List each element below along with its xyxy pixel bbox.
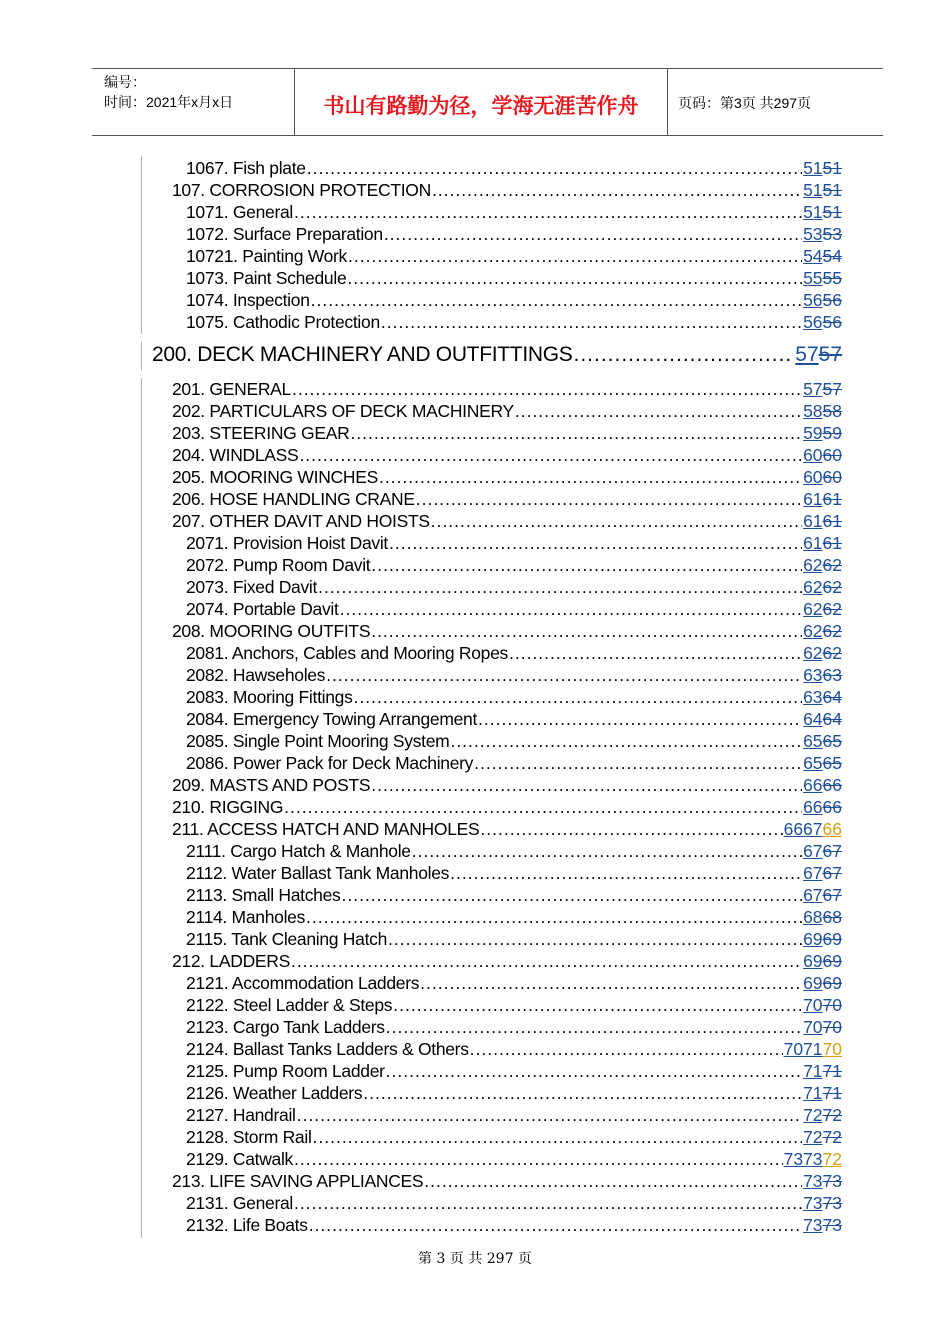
toc-page-number[interactable] <box>803 642 842 664</box>
page-number-deleted: 62 <box>822 643 842 663</box>
toc-dot-leader <box>412 840 802 862</box>
toc-dot-leader <box>341 884 802 906</box>
toc-page-number[interactable] <box>803 576 842 598</box>
page-number-deleted: 60 <box>822 467 842 487</box>
toc-entry-title: 2074. Portable Davit <box>186 599 339 619</box>
page-number-updated[interactable]: 62 <box>803 555 823 575</box>
page-number-updated[interactable]: 67 <box>803 863 823 883</box>
toc-entry-title: 2123. Cargo Tank Ladders <box>186 1017 385 1037</box>
toc-entry[interactable] <box>186 928 842 950</box>
toc-page-number[interactable] <box>803 532 842 554</box>
toc-dot-leader <box>420 972 802 994</box>
toc-entry-title: 1067. Fish plate <box>186 158 306 178</box>
toc-dot-leader <box>371 620 802 642</box>
toc-page-number[interactable] <box>803 730 842 752</box>
page-number-deleted: 61 <box>822 533 842 553</box>
toc-entry-title: 211. ACCESS HATCH AND MANHOLES <box>172 819 480 839</box>
page-number-deleted: 69 <box>822 951 842 971</box>
toc-entry[interactable] <box>186 906 842 928</box>
toc-entry-title: 205. MOORING WINCHES <box>172 467 378 487</box>
toc-entry[interactable] <box>186 752 842 774</box>
toc-dot-leader <box>386 1016 802 1038</box>
page-number-deleted: 57 <box>822 379 842 399</box>
page-number-deleted: 71 <box>822 1083 842 1103</box>
toc-page-number[interactable] <box>803 422 842 444</box>
page-number-updated[interactable]: 51 <box>803 158 823 178</box>
toc-page-number[interactable] <box>784 1038 842 1060</box>
page-number-updated[interactable]: 67 <box>803 841 823 861</box>
toc-entry-title: 2124. Ballast Tanks Ladders & Others <box>186 1039 469 1059</box>
toc-dot-leader <box>388 928 802 950</box>
document-code-label: 编号： <box>104 74 146 90</box>
toc-dot-leader <box>393 994 802 1016</box>
page-number-updated[interactable]: 57 <box>795 343 819 366</box>
toc-entry-title: 2122. Steel Ladder & Steps <box>186 995 393 1015</box>
page-number-updated[interactable]: 62 <box>803 599 823 619</box>
page-number-deleted: 65 <box>822 731 842 751</box>
toc-page-number[interactable] <box>803 1214 842 1236</box>
page-number-updated[interactable]: 71 <box>803 1083 823 1103</box>
header-page-label: 页码：第3页 共297页 <box>678 95 812 111</box>
toc-entry[interactable] <box>172 510 842 532</box>
page-number-deleted: 54 <box>822 246 842 266</box>
toc-dot-leader <box>470 1038 783 1060</box>
page-number-updated[interactable]: 72 <box>803 1105 823 1125</box>
page-number-updated[interactable]: 73 <box>803 1193 823 1213</box>
toc-page-number[interactable] <box>803 157 842 179</box>
page-number-updated[interactable]: 70 <box>803 995 823 1015</box>
toc-page-number[interactable] <box>784 818 842 840</box>
toc-entry[interactable] <box>172 774 842 796</box>
toc-entry[interactable] <box>172 1170 842 1192</box>
page-number-updated[interactable]: 66 <box>803 797 823 817</box>
page-number-deleted: 70 <box>822 1017 842 1037</box>
toc-entry[interactable] <box>186 267 842 289</box>
toc-dot-leader <box>431 510 802 532</box>
toc-entry[interactable] <box>172 422 842 444</box>
page-number-deleted: 71 <box>822 1061 842 1081</box>
toc-dot-leader <box>326 664 802 686</box>
page-number-deleted: 66 <box>822 797 842 817</box>
toc-entry[interactable] <box>172 818 842 840</box>
toc-entry[interactable] <box>172 950 842 972</box>
toc-entry[interactable] <box>186 972 842 994</box>
toc-entry-title: 2086. Power Pack for Deck Machinery <box>186 753 474 773</box>
toc-dot-leader <box>354 686 803 708</box>
page-number-deleted: 72 <box>822 1127 842 1147</box>
toc-page-number[interactable] <box>803 686 842 708</box>
toc-entry[interactable] <box>186 1148 842 1170</box>
header-motto: 书山有路勤为径，学海无涯苦作舟 <box>323 94 639 118</box>
page-number-updated[interactable]: 7373 <box>783 1149 823 1169</box>
page-number-deleted: 62 <box>822 555 842 575</box>
page-number-updated[interactable]: 51 <box>803 180 823 200</box>
toc-page-number[interactable] <box>803 223 842 245</box>
toc-entry[interactable] <box>172 488 842 510</box>
page-number-updated[interactable]: 59 <box>803 423 823 443</box>
toc-dot-leader <box>384 223 802 245</box>
toc-dot-leader <box>386 1060 802 1082</box>
page-number-updated[interactable]: 6667 <box>783 819 823 839</box>
toc-entry-title: 10721. Painting Work <box>186 246 348 266</box>
page-number-updated[interactable]: 62 <box>803 621 823 641</box>
toc-entry[interactable] <box>186 1104 842 1126</box>
page-number-updated[interactable]: 65 <box>803 731 823 751</box>
toc-entry[interactable] <box>186 686 842 708</box>
toc-page-number[interactable] <box>803 950 842 972</box>
toc-dot-leader <box>424 1170 802 1192</box>
toc-page-number[interactable] <box>803 1170 842 1192</box>
toc-page-number[interactable] <box>803 620 842 642</box>
toc-dot-leader <box>381 311 802 333</box>
toc-entry-title: 203. STEERING GEAR <box>172 423 350 443</box>
toc-entry-title: 2127. Handrail <box>186 1105 296 1125</box>
toc-page-number[interactable] <box>803 1060 842 1082</box>
toc-dot-leader <box>297 1104 802 1126</box>
toc-entry[interactable] <box>186 1038 842 1060</box>
toc-entry-title: 210. RIGGING <box>172 797 284 817</box>
toc-dot-leader <box>416 488 802 510</box>
page-number-updated[interactable]: 61 <box>803 489 823 509</box>
toc-dot-leader <box>480 818 782 840</box>
toc-page-number[interactable] <box>803 752 842 774</box>
toc-page-number[interactable] <box>803 179 842 201</box>
page-number-updated[interactable]: 61 <box>803 533 823 553</box>
toc-entry-title: 2112. Water Ballast Tank Manholes <box>186 863 450 883</box>
toc-entry[interactable] <box>186 598 842 620</box>
toc-page-number[interactable] <box>784 1148 842 1170</box>
toc-entry-title: 2073. Fixed Davit <box>186 577 318 597</box>
toc-page-number[interactable] <box>803 1104 842 1126</box>
page-number-deleted: 61 <box>822 489 842 509</box>
page-number-inserted: 66 <box>822 819 842 839</box>
page-number-deleted: 67 <box>822 841 842 861</box>
toc-dot-leader <box>371 774 802 796</box>
page-number-updated[interactable]: 63 <box>803 665 823 685</box>
page-number-updated[interactable]: 69 <box>803 929 823 949</box>
toc-entry[interactable] <box>152 341 842 369</box>
toc-entry[interactable] <box>186 223 842 245</box>
toc-entry[interactable] <box>172 378 842 400</box>
toc-dot-leader <box>450 730 802 752</box>
page-number-deleted: 72 <box>822 1105 842 1125</box>
toc-page-number[interactable] <box>803 862 842 884</box>
toc-left-bar <box>141 342 142 370</box>
toc-dot-leader <box>474 752 802 774</box>
toc-dot-leader <box>379 466 802 488</box>
toc-dot-leader <box>478 708 802 730</box>
toc-dot-leader <box>515 400 802 422</box>
toc-entry-title: 1071. General <box>186 202 294 222</box>
toc-entry[interactable] <box>186 994 842 1016</box>
toc-dot-leader <box>309 1214 802 1236</box>
page-number-updated[interactable]: 54 <box>803 246 823 266</box>
page-number-updated[interactable]: 73 <box>803 1171 823 1191</box>
page-number-updated[interactable]: 62 <box>803 577 823 597</box>
page-number-deleted: 67 <box>822 863 842 883</box>
toc-dot-leader <box>371 554 802 576</box>
toc-entry[interactable] <box>172 620 842 642</box>
toc-entry-title: 200. DECK MACHINERY AND OUTFITTINGS <box>152 343 573 366</box>
toc-dot-leader <box>432 179 802 201</box>
page-number-deleted: 64 <box>822 687 842 707</box>
toc-page-number[interactable] <box>803 289 842 311</box>
toc-entry[interactable] <box>186 840 842 862</box>
page-number-updated[interactable]: 53 <box>803 224 823 244</box>
page-number-updated[interactable]: 56 <box>803 290 823 310</box>
toc-left-bar <box>141 378 142 1238</box>
page-number-deleted: 62 <box>822 599 842 619</box>
page-number-updated[interactable]: 63 <box>803 687 823 707</box>
page-number-deleted: 70 <box>822 995 842 1015</box>
toc-entry-title: 204. WINDLASS <box>172 445 299 465</box>
toc-page-number[interactable] <box>795 341 842 369</box>
page-number-updated[interactable]: 73 <box>803 1215 823 1235</box>
toc-entry-title: 2072. Pump Room Davit <box>186 555 371 575</box>
page-number-updated[interactable]: 57 <box>803 379 823 399</box>
toc-entry-title: 2113. Small Hatches <box>186 885 341 905</box>
toc-page-number[interactable] <box>803 201 842 223</box>
toc-entry-title: 1074. Inspection <box>186 290 310 310</box>
toc-page-number[interactable] <box>803 774 842 796</box>
page-number-deleted: 51 <box>822 202 842 222</box>
toc-entry-title: 208. MOORING OUTFITS <box>172 621 371 641</box>
toc-entry[interactable] <box>186 1060 842 1082</box>
toc-dot-leader <box>389 532 802 554</box>
toc-dot-leader <box>284 796 802 818</box>
toc-entry[interactable] <box>186 730 842 752</box>
page-number-deleted: 53 <box>822 224 842 244</box>
toc-entry-title: 2129. Catwalk <box>186 1149 293 1169</box>
toc-entry[interactable] <box>186 664 842 686</box>
toc-dot-leader <box>294 201 802 223</box>
page-number-updated[interactable]: 55 <box>803 268 823 288</box>
toc-dot-leader <box>363 1082 802 1104</box>
toc-entry[interactable] <box>186 201 842 223</box>
toc-entry[interactable] <box>186 862 842 884</box>
toc-dot-leader <box>318 576 802 598</box>
toc-entry-title: 209. MASTS AND POSTS <box>172 775 371 795</box>
toc-entry-title: 2082. Hawseholes <box>186 665 326 685</box>
toc-page-number[interactable] <box>803 488 842 510</box>
toc-entry[interactable] <box>186 532 842 554</box>
toc-entry[interactable] <box>172 179 842 201</box>
toc-page-number[interactable] <box>803 245 842 267</box>
toc-entry[interactable] <box>186 245 842 267</box>
toc-left-bar <box>141 156 142 334</box>
toc-dot-leader <box>292 378 802 400</box>
page-number-inserted: 72 <box>822 1149 842 1169</box>
toc-dot-leader <box>313 1126 803 1148</box>
toc-entry-title: 206. HOSE HANDLING CRANE <box>172 489 415 509</box>
toc-entry-title: 2111. Cargo Hatch & Manhole <box>186 841 411 861</box>
page-number-deleted: 51 <box>822 180 842 200</box>
toc-page-number[interactable] <box>803 1126 842 1148</box>
page-number-deleted: 59 <box>822 423 842 443</box>
page-number-updated[interactable]: 65 <box>803 753 823 773</box>
toc-dot-leader <box>340 598 802 620</box>
page-number-updated[interactable]: 56 <box>803 312 823 332</box>
toc-page-number[interactable] <box>803 1016 842 1038</box>
toc-entry[interactable] <box>186 1016 842 1038</box>
toc-dot-leader <box>311 289 802 311</box>
toc-dot-leader <box>294 1148 783 1170</box>
page-number-deleted: 51 <box>822 158 842 178</box>
toc-entry-title: 1072. Surface Preparation <box>186 224 383 244</box>
toc-page-number[interactable] <box>803 444 842 466</box>
toc-page-number[interactable] <box>803 1192 842 1214</box>
page-number-updated[interactable]: 62 <box>803 643 823 663</box>
page-number-deleted: 56 <box>822 290 842 310</box>
document-time-label: 时间：2021年x月x日 <box>104 94 234 110</box>
page-number-deleted: 55 <box>822 268 842 288</box>
toc-entry[interactable] <box>186 554 842 576</box>
page-number-deleted: 62 <box>822 577 842 597</box>
toc-page-number[interactable] <box>803 906 842 928</box>
toc-dot-leader <box>307 157 802 179</box>
page-number-updated[interactable]: 61 <box>803 511 823 531</box>
toc-entry[interactable] <box>172 796 842 818</box>
toc-entry-title: 2128. Storm Rail <box>186 1127 312 1147</box>
toc-entry-title: 2085. Single Point Mooring System <box>186 731 450 751</box>
toc-page-number[interactable] <box>803 840 842 862</box>
page-number-deleted: 66 <box>822 775 842 795</box>
toc-dot-leader <box>299 444 802 466</box>
page-number-deleted: 68 <box>822 907 842 927</box>
page-number-deleted: 61 <box>822 511 842 531</box>
page-number-deleted: 73 <box>822 1193 842 1213</box>
toc-dot-leader <box>509 642 802 664</box>
toc-entry[interactable] <box>186 708 842 730</box>
toc-entry[interactable] <box>186 289 842 311</box>
toc-page-number[interactable] <box>803 884 842 906</box>
toc-page-number[interactable] <box>803 554 842 576</box>
toc-entry[interactable] <box>172 444 842 466</box>
page-number-updated[interactable]: 67 <box>803 885 823 905</box>
page-number-updated[interactable]: 58 <box>803 401 823 421</box>
toc-dot-leader <box>347 267 802 289</box>
toc-page-number[interactable] <box>803 664 842 686</box>
page-number-inserted: 70 <box>822 1039 842 1059</box>
toc-page-number[interactable] <box>803 994 842 1016</box>
toc-entry-title: 2083. Mooring Fittings <box>186 687 353 707</box>
toc-dot-leader <box>348 245 802 267</box>
toc-entry[interactable] <box>186 642 842 664</box>
toc-entry[interactable] <box>186 157 842 179</box>
toc-entry-title: 2125. Pump Room Ladder <box>186 1061 385 1081</box>
toc-entry-title: 2131. General <box>186 1193 294 1213</box>
page-number-updated[interactable]: 66 <box>803 775 823 795</box>
toc-entry-title: 2081. Anchors, Cables and Mooring Ropes <box>186 643 508 663</box>
page-number-deleted: 60 <box>822 445 842 465</box>
toc-page-number[interactable] <box>803 510 842 532</box>
toc-entry[interactable] <box>186 311 842 333</box>
toc-entry-title: 107. CORROSION PROTECTION <box>172 180 431 200</box>
toc-page-number[interactable] <box>803 796 842 818</box>
toc-page-number[interactable] <box>803 466 842 488</box>
page-number-updated[interactable]: 68 <box>803 907 823 927</box>
page-number-deleted: 69 <box>822 973 842 993</box>
page-footer: 第 3 页 共 297 页 <box>418 1251 532 1267</box>
toc-entry[interactable] <box>172 400 842 422</box>
page-number-deleted: 73 <box>822 1171 842 1191</box>
toc-entry[interactable] <box>186 1192 842 1214</box>
toc-entry-title: 207. OTHER DAVIT AND HOISTS <box>172 511 430 531</box>
toc-dot-leader <box>306 906 802 928</box>
toc-page-number[interactable] <box>803 708 842 730</box>
page-number-deleted: 65 <box>822 753 842 773</box>
toc-entry-title: 1073. Paint Schedule <box>186 268 347 288</box>
page-number-deleted: 64 <box>822 709 842 729</box>
toc-entry[interactable] <box>186 884 842 906</box>
page-number-updated[interactable]: 51 <box>803 202 823 222</box>
page-number-updated[interactable]: 60 <box>803 445 823 465</box>
page-number-updated[interactable]: 64 <box>803 709 823 729</box>
page-number-updated[interactable]: 69 <box>803 951 823 971</box>
toc-entry-title: 2084. Emergency Towing Arrangement <box>186 709 478 729</box>
toc-entry-title: 1075. Cathodic Protection <box>186 312 380 332</box>
toc-page-number[interactable] <box>803 1082 842 1104</box>
toc-dot-leader <box>350 422 802 444</box>
page-number-deleted: 69 <box>822 929 842 949</box>
toc-entry-title: 2115. Tank Cleaning Hatch <box>186 929 388 949</box>
page-number-updated[interactable]: 7071 <box>783 1039 823 1059</box>
page-number-deleted: 62 <box>822 621 842 641</box>
toc-entry-title: 212. LADDERS <box>172 951 290 971</box>
page-number-updated[interactable]: 69 <box>803 973 823 993</box>
toc-entry-title: 2071. Provision Hoist Davit <box>186 533 388 553</box>
toc-entry-title: 2126. Weather Ladders <box>186 1083 363 1103</box>
page-number-deleted: 63 <box>822 665 842 685</box>
page-number-deleted: 73 <box>822 1215 842 1235</box>
page-number-updated[interactable]: 72 <box>803 1127 823 1147</box>
toc-page-number[interactable] <box>803 928 842 950</box>
toc-dot-leader <box>291 950 802 972</box>
toc-entry-title: 2132. Life Boats <box>186 1215 308 1235</box>
page-number-deleted: 57 <box>818 343 842 366</box>
toc-page-number[interactable] <box>803 311 842 333</box>
toc-entry[interactable] <box>186 1082 842 1104</box>
page-number-deleted: 56 <box>822 312 842 332</box>
page-number-updated[interactable]: 71 <box>803 1061 823 1081</box>
toc-entry[interactable] <box>186 1214 842 1236</box>
toc-entry-title: 2121. Accommodation Ladders <box>186 973 420 993</box>
toc-entry[interactable] <box>186 576 842 598</box>
toc-entry-title: 2114. Manholes <box>186 907 306 927</box>
toc-page-number[interactable] <box>803 598 842 620</box>
toc-dot-leader <box>294 1192 802 1214</box>
toc-entry[interactable] <box>186 1126 842 1148</box>
toc-page-number[interactable] <box>803 972 842 994</box>
toc-entry-title: 201. GENERAL <box>172 379 291 399</box>
toc-dot-leader <box>450 862 802 884</box>
page-number-deleted: 58 <box>822 401 842 421</box>
page-number-updated[interactable]: 70 <box>803 1017 823 1037</box>
toc-dot-leader <box>573 341 794 369</box>
toc-page-number[interactable] <box>803 378 842 400</box>
toc-entry[interactable] <box>172 466 842 488</box>
toc-page-number[interactable] <box>803 267 842 289</box>
toc-entry-title: 202. PARTICULARS OF DECK MACHINERY <box>172 401 514 421</box>
toc-entry-title: 213. LIFE SAVING APPLIANCES <box>172 1171 424 1191</box>
page-number-updated[interactable]: 60 <box>803 467 823 487</box>
toc-page-number[interactable] <box>803 400 842 422</box>
page-number-deleted: 67 <box>822 885 842 905</box>
